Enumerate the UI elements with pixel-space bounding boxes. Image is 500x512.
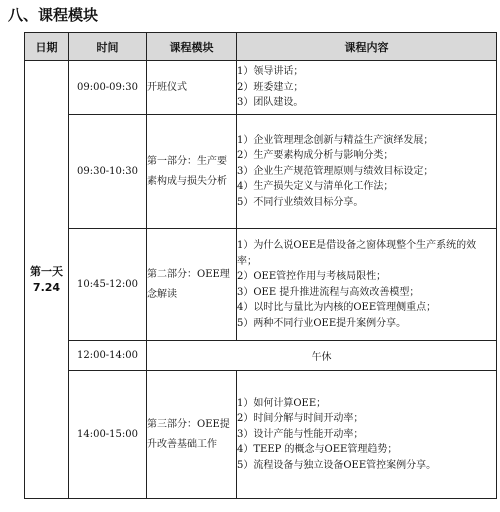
content-item: 4）TEEP 的概念与OEE管理趋势； — [237, 444, 398, 456]
content-item: 2）时间分解与时间开动率； — [237, 413, 364, 425]
content-item: 2）生产要素构成分析与影响分类； — [237, 150, 394, 162]
content-item: 4）以时比与量比为内核的OEE管理侧重点； — [237, 302, 437, 313]
content-item: 3）团队建设。 — [237, 97, 304, 109]
header-content: 课程内容 — [237, 33, 497, 61]
module-cell: 第二部分：OEE理念解读 — [147, 229, 237, 341]
content-item: 2）OEE管控作用与考核局限性； — [237, 271, 387, 282]
content-cell — [237, 371, 497, 499]
content-item: 1）如何计算OEE； — [237, 397, 327, 409]
table-row — [25, 61, 497, 115]
content-item: 5）两种不同行业OEE提升案例分享。 — [237, 317, 407, 329]
header-time: 时间 — [69, 33, 147, 61]
table-header-row — [25, 33, 497, 61]
table-row — [25, 229, 497, 341]
table-row — [25, 341, 497, 371]
content-cell — [237, 61, 497, 115]
section-title: 八、课程模块 — [8, 6, 99, 24]
content-item: 1）企业管理理念创新与精益生产演绎发展； — [237, 134, 434, 146]
day-cell — [25, 61, 69, 499]
day-label: 第一天 — [30, 264, 63, 278]
table-row — [25, 115, 497, 229]
content-item: 3）企业生产规范管理原则与绩效目标设定； — [237, 165, 434, 177]
content-item: 3）设计产能与性能开动率； — [237, 428, 364, 440]
time-cell: 09:00-09:30 — [69, 61, 147, 115]
time-cell: 09:30-10:30 — [69, 115, 147, 229]
content-cell — [237, 229, 497, 341]
time-cell: 12:00-14:00 — [69, 341, 147, 371]
content-item: 1）领导讲话； — [237, 66, 304, 78]
time-cell: 14:00-15:00 — [69, 371, 147, 499]
content-cell — [237, 115, 497, 229]
module-cell: 第一部分：生产要素构成与损失分析 — [147, 115, 237, 229]
header-date: 日期 — [25, 33, 69, 61]
header-module: 课程模块 — [147, 33, 237, 61]
content-item: 2）班委建立； — [237, 81, 304, 93]
time-cell: 10:45-12:00 — [69, 229, 147, 341]
course-schedule-table — [24, 32, 497, 499]
content-item: 5）流程设备与独立设备OEE管控案例分享。 — [237, 459, 437, 471]
content-item: 3）OEE 提升推进流程与高效改善模型； — [237, 286, 420, 298]
day-date: 7.24 — [32, 280, 61, 294]
content-item: 4）生产损失定义与清单化工作法； — [237, 181, 394, 193]
content-item: 5）不同行业绩效目标分享。 — [237, 196, 364, 208]
module-cell: 开班仪式 — [147, 61, 237, 115]
lunch-break-cell: 午休 — [147, 341, 497, 371]
content-item: 1）为什么说OEE是借设备之窗体现整个生产系统的效率； — [237, 240, 477, 267]
table-row — [25, 371, 497, 499]
module-cell: 第三部分：OEE提升改善基础工作 — [147, 371, 237, 499]
